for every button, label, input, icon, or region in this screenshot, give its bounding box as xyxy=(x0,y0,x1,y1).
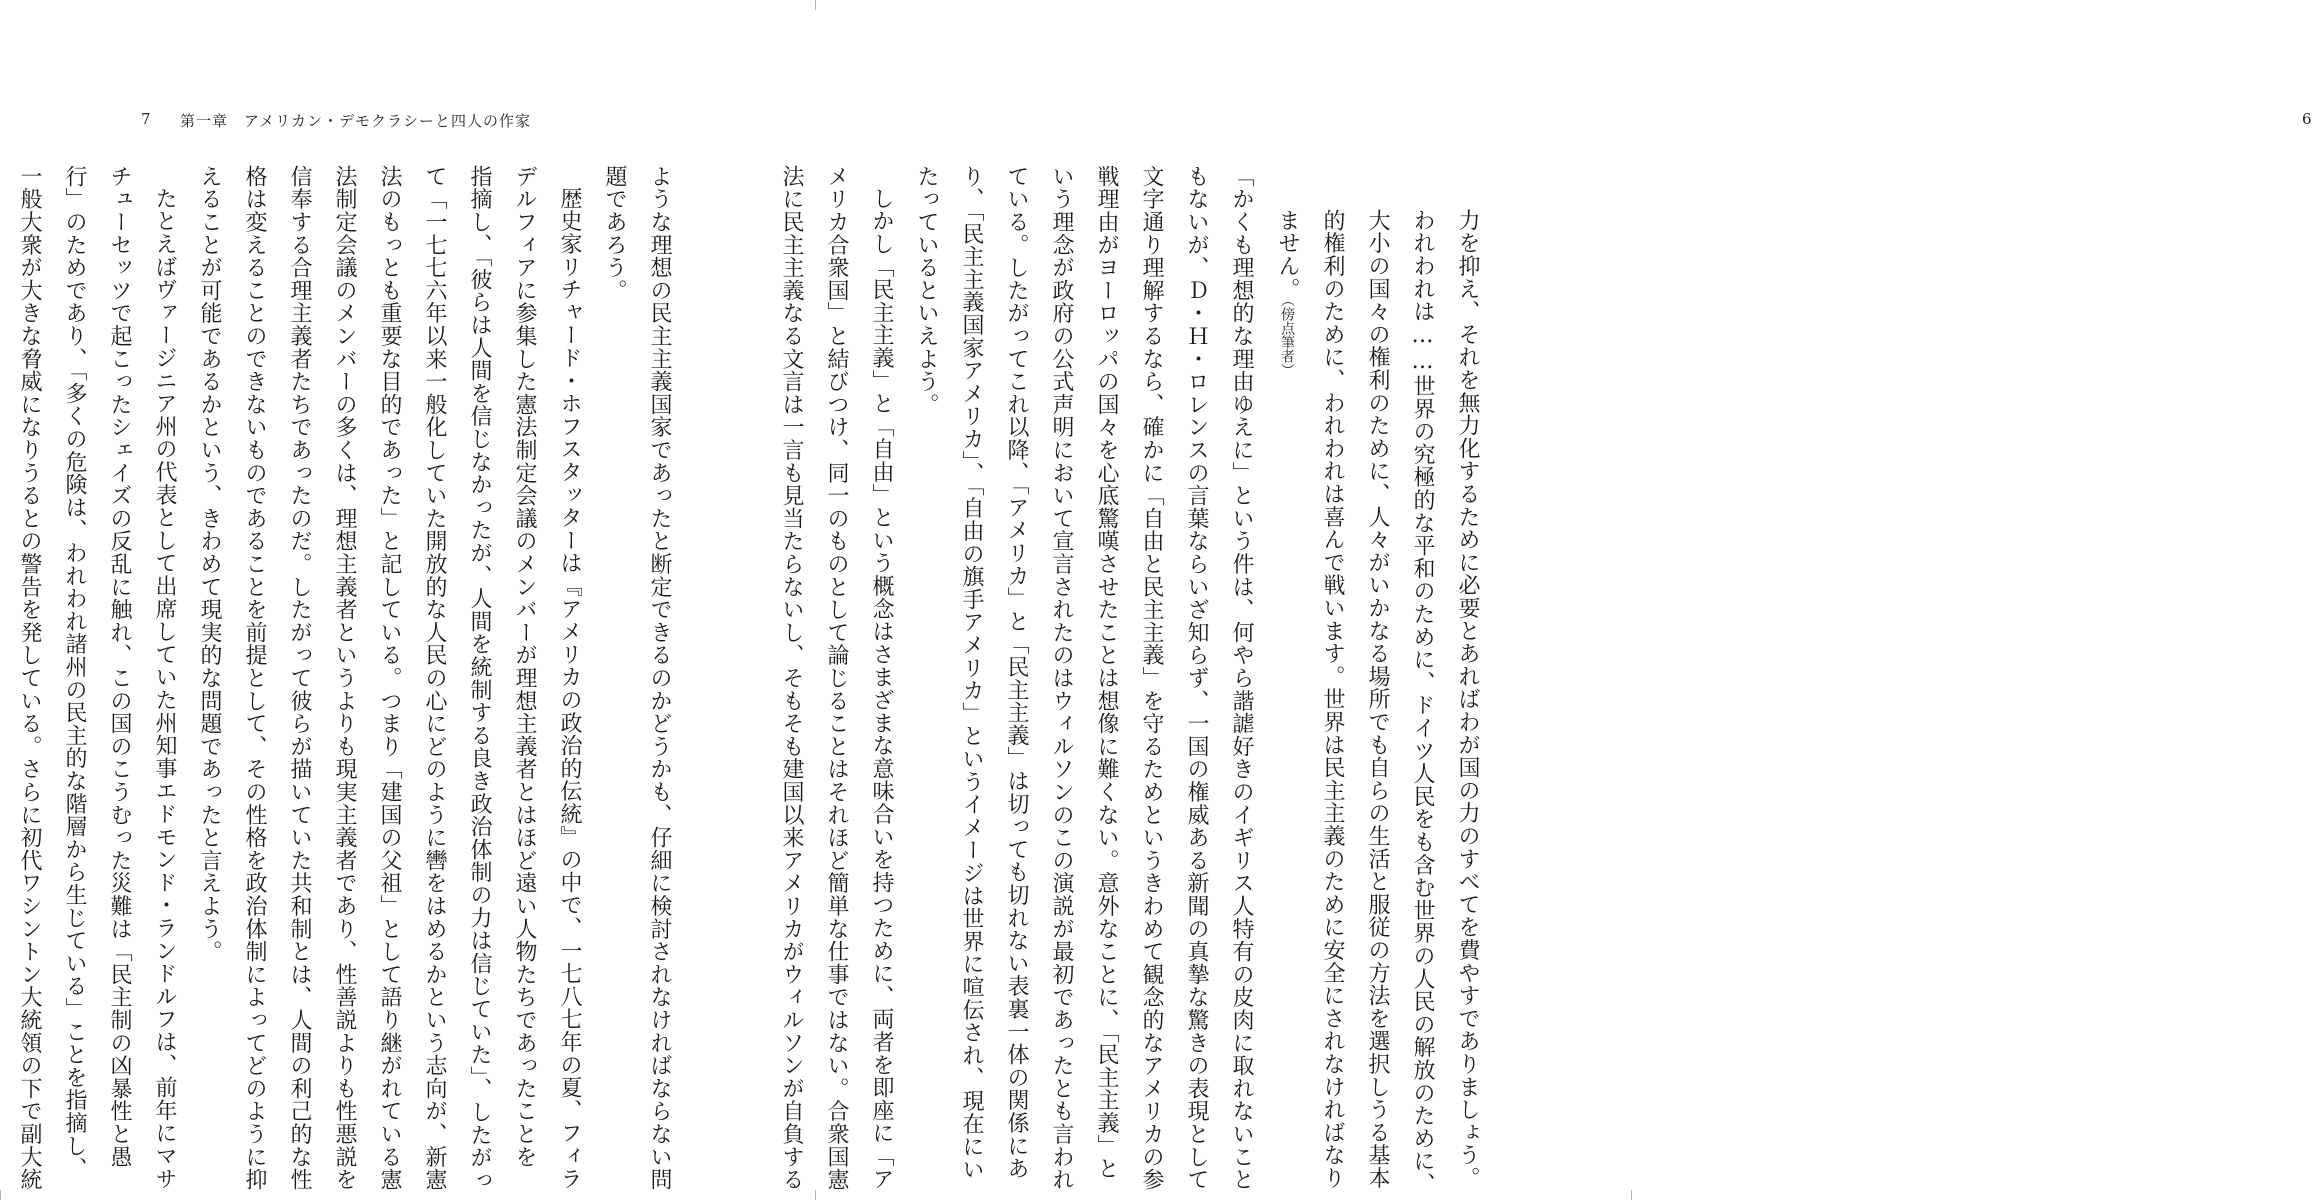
text-line: 格は変えることのできないものであることを前提として、その性格を政治体制によってどのように抑 xyxy=(242,165,267,1191)
page-number-left: 7 xyxy=(141,110,152,128)
text-line: 題であろう。 xyxy=(602,165,627,302)
quote-line xyxy=(1264,165,1310,1045)
text-line: 文字通り理解するなら、確かに「自由と民主主義」を守るためというきわめて観念的なアメリカの参 xyxy=(1139,165,1164,1191)
text-line: 一般大衆が大きな脅威になりうるとの警告を発している。さらに初代ワシントン大統領の下で副大統 xyxy=(17,165,42,1191)
quote-line: 大小の国々の権利のために、人々がいかなる場所でも自らの生活と服従の方法を選択しうる基本 xyxy=(1365,209,1390,1190)
text-line: 信奉する合理主義者たちであったのだ。したがって彼らが描いていた共和制とは、人間の利己的な性 xyxy=(287,165,312,1191)
text-line: メリカ合衆国」と結びつけ、同一のものとして論じることはそれほど簡単な仕事ではない。合衆国憲 xyxy=(824,165,849,1191)
text-line xyxy=(0,165,7,1045)
right-body-text xyxy=(779,165,1490,1196)
left-body-text xyxy=(17,165,682,1192)
text-line: もないが、Ｄ・Ｈ・ロレンスの言葉ならいざ知らず、一国の権威ある新聞の真摯な驚きの表現として xyxy=(1184,165,1209,1191)
text-line: 法のもっとも重要な目的であった」と記している。つまり「建国の父祖」として語り継がれている憲 xyxy=(377,165,402,1191)
running-head-chapter: 第一章 アメリカン・デモクラシーと四人の作家 xyxy=(180,112,531,130)
text-line: 戦理由がヨーロッパの国々を心底驚嘆させたことは想像に難くない。意外なことに、「民主主義」と xyxy=(1094,165,1119,1180)
left-page xyxy=(0,0,816,1200)
text-line: チューセッツで起こったシェイズの反乱に触れ、この国のこうむった災難は「民主制の凶暴性と愚 xyxy=(107,165,132,1169)
text-line: て「一七七六年以来一般化していた開放的な人民の心にどのように轡をはめるかという志向が、新憲 xyxy=(422,165,447,1191)
text-line: ている。したがってこれ以降、「アメリカ」と「民主主義」は切っても切れない表裏一体の関係にあ xyxy=(1004,165,1029,1180)
text-line: 行」のためであり、「多くの危険は、われわれ諸州の民主的な階層から生じている」ことを指摘し、 xyxy=(62,165,87,1180)
text-line: デルフィアに参集した憲法制定会議のメンバーが理想主義者とはほど遠い人物たちであったことを xyxy=(512,165,537,1169)
text-line: り、「民主主義国家アメリカ」、「自由の旗手アメリカ」というイメージは世界に喧伝され、現在にい xyxy=(959,165,984,1181)
text-line: いう理念が政府の公式声明において宣言されたのはウィルソンのこの演説が最初であったとも言われ xyxy=(1049,165,1074,1191)
page-number-right: 6 xyxy=(2302,110,2313,128)
text-line: 歴史家リチャード・ホフスタッターは『アメリカの政治的伝統』の中で、一七八七年の夏、フィラ xyxy=(557,187,582,1191)
quote-line: 的権利のために、われわれは喜んで戦います。世界は民主主義のために安全にされなければなり xyxy=(1320,209,1345,1190)
quote-line: 力を抑え、それを無力化するために必要とあればわが国の力のすべてを費やすでありましょう。 xyxy=(1455,209,1480,1190)
text-line: 指摘し、「彼らは人間を信じなかったが、人間を統制する良き政治体制の力は信じていた」、したがっ xyxy=(467,165,492,1192)
text-line: 法に民主主義なる文言は一言も見当たらないし、そもそも建国以来アメリカがウィルソンが自負する xyxy=(779,165,804,1191)
text-line: ような理想の民主主義国家であったと断定できるのかどうかも、仔細に検討されなければならない問 xyxy=(647,165,672,1191)
text-line: 「かくも理想的な理由ゆえに」という件は、何やら諧謔好きのイギリス人特有の皮肉に取れないこと xyxy=(1229,165,1254,1191)
text-line: たっているといえよう。 xyxy=(914,165,939,416)
text-line: しかし「民主主義」と「自由」という概念はさまざまな意味合いを持つために、両者を即座に「ア xyxy=(869,187,894,1191)
text-line: たとえばヴァージニア州の代表として出席していた州知事エドモンド・ランドルフは、前年にマサ xyxy=(152,187,177,1191)
text-line: えることが可能であるかという、きわめて現実的な問題であったと言えよう。 xyxy=(197,165,222,963)
quote-line-text: ません。 xyxy=(1275,209,1300,301)
emphasis-note: （傍点筆者） xyxy=(1279,300,1295,378)
quote-line: われわれは……世界の究極的な平和のために、ドイツ人民をも含む世界の人民の解放のために、 xyxy=(1410,209,1435,1196)
text-line: 法制定会議のメンバーの多くは、理想主義者というよりも現実主義者であり、性善説よりも性悪説を xyxy=(332,165,357,1191)
